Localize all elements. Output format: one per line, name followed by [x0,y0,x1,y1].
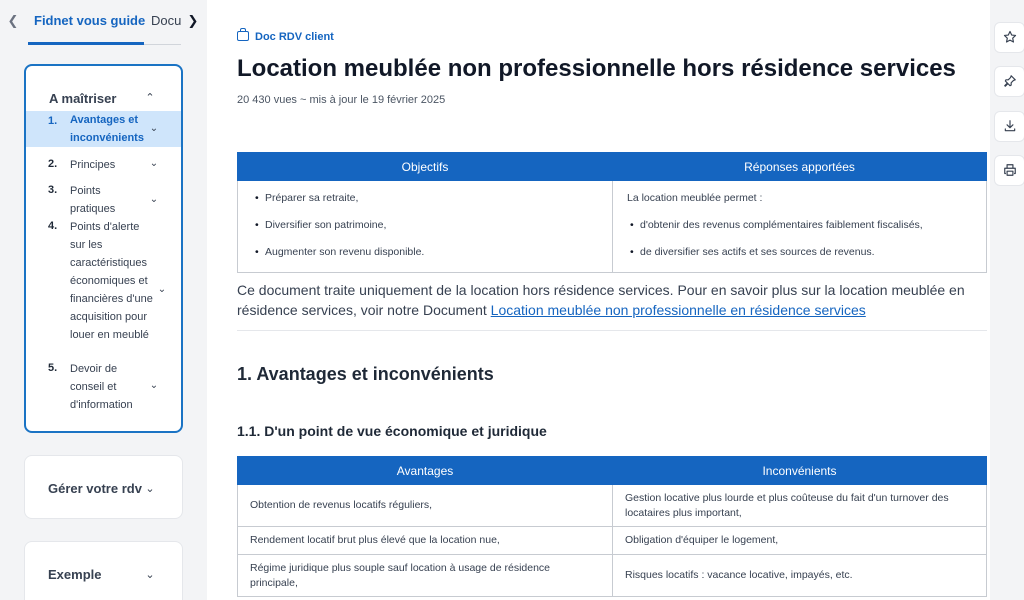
table-header: Inconvénients [613,457,987,485]
toc-item-number: 1. [48,115,58,127]
table-cell: Rendement locatif brut plus élevé que la location nue, [238,527,613,555]
chevron-down-icon[interactable]: ⌄ [145,483,155,495]
exemple-card[interactable] [24,541,183,600]
chevron-down-icon[interactable]: ⌄ [149,194,159,205]
toc-item-number: 5. [48,362,58,374]
table-header: Avantages [238,457,613,485]
table-cell: Risques locatifs : vacance locative, impayés, etc. [613,555,987,597]
briefcase-icon [237,31,249,41]
divider [237,330,987,331]
toc-item-label: Principes [70,159,116,171]
tab-divider [144,44,181,45]
pin-button[interactable] [994,66,1024,97]
active-tab-indicator [28,42,144,45]
toc-item-label: Devoir de conseil et d'information [70,363,133,411]
toc-item-label: Avantages et inconvénients [70,114,144,144]
toc-title[interactable]: A maîtriser [49,91,117,106]
toc-item-label: Points d'alerte sur les caractéristiques économiques et financières d'une acquisition pour louer en meublé [70,221,153,341]
doc-type-text: Doc RDV client [255,31,334,43]
download-button[interactable] [994,111,1024,142]
list-item: • Diversifier son patrimoine, [250,218,600,232]
section-heading: 1. Avantages et inconvénients [237,364,494,384]
table-cell: Gestion locative plus lourde et plus coûteuse du fait d'un turnover des locataires plus important, [613,485,987,527]
table-row [238,181,987,273]
table-cell: Régime juridique plus souple sauf location à usage de résidence principale, [238,555,613,597]
gerer-rdv-title[interactable]: Gérer votre rdv [48,481,142,496]
document-content [207,0,990,600]
chevron-down-icon[interactable]: ⌄ [145,569,155,581]
download-icon [1003,119,1017,133]
objectives-table [237,152,987,273]
exemple-title[interactable]: Exemple [48,567,102,582]
list-item: • d'obtenir des revenus complémentaires faiblement fiscalisés, [625,218,974,232]
page-title: Location meublée non professionnelle hors résidence services [237,55,956,82]
toc-card [24,64,183,433]
toc-item-points-pratiques[interactable] [26,182,181,218]
favorite-button[interactable] [994,22,1024,53]
pin-icon [1003,74,1017,88]
chevron-up-icon[interactable]: ⌃ [145,92,155,104]
scope-paragraph [237,280,987,320]
table-row [238,555,987,597]
chevron-right-icon[interactable]: ❯ [187,13,199,28]
toc-item-avantages[interactable] [26,111,181,147]
right-toolbar [990,0,1024,600]
document-meta: 20 430 vues ~ mis à jour le 19 février 2025 [237,94,446,106]
tab-fidnet-vous-guide[interactable]: Fidnet vous guide [34,13,146,28]
objectives-cell [238,181,613,273]
chevron-left-icon[interactable]: ❮ [7,13,19,28]
table-cell: Obtention de revenus locatifs réguliers, [238,485,613,527]
toc-item-principes[interactable] [26,156,181,174]
list-item: • de diversifier ses actifs et ses sources de revenus. [625,245,974,259]
table-header: Objectifs [238,153,613,181]
responses-cell [613,181,987,273]
print-icon [1003,163,1017,177]
toc-item-number: 2. [48,158,58,170]
table-row [238,527,987,555]
table-cell: Obligation d'équiper le logement, [613,527,987,555]
tab-documents[interactable]: Docu [151,13,181,28]
chevron-down-icon[interactable]: ⌄ [149,380,159,391]
responses-intro: La location meublée permet : [627,192,763,204]
sidebar-tabbar [0,0,207,44]
chevron-down-icon[interactable]: ⌄ [149,158,159,169]
toc-item-number: 3. [48,184,58,196]
sidebar [0,0,207,600]
table-row [238,485,987,527]
subsection-heading: 1.1. D'un point de vue économique et juridique [237,423,547,439]
advantages-table [237,456,987,597]
star-icon [1003,30,1017,44]
toc-item-number: 4. [48,220,58,232]
doc-type-label[interactable] [237,30,334,44]
toc-item-points-alerte[interactable] [26,218,181,362]
print-button[interactable] [994,155,1024,186]
paragraph-text: Ce document traite uniquement de la location hors résidence services. Pour en savoir plus sur la location meublée en résidence services, voir notre Document [237,282,965,318]
chevron-down-icon[interactable]: ⌄ [149,123,159,134]
related-document-link[interactable]: Location meublée non professionnelle en résidence services [490,302,866,318]
list-item: • Préparer sa retraite, [250,191,600,205]
gerer-rdv-card[interactable] [24,455,183,519]
table-header: Réponses apportées [613,153,987,181]
toc-item-label: Points pratiques [70,185,116,215]
toc-item-devoir-conseil[interactable] [26,360,181,414]
list-item: • Augmenter son revenu disponible. [250,245,600,259]
chevron-down-icon[interactable]: ⌄ [157,284,167,295]
